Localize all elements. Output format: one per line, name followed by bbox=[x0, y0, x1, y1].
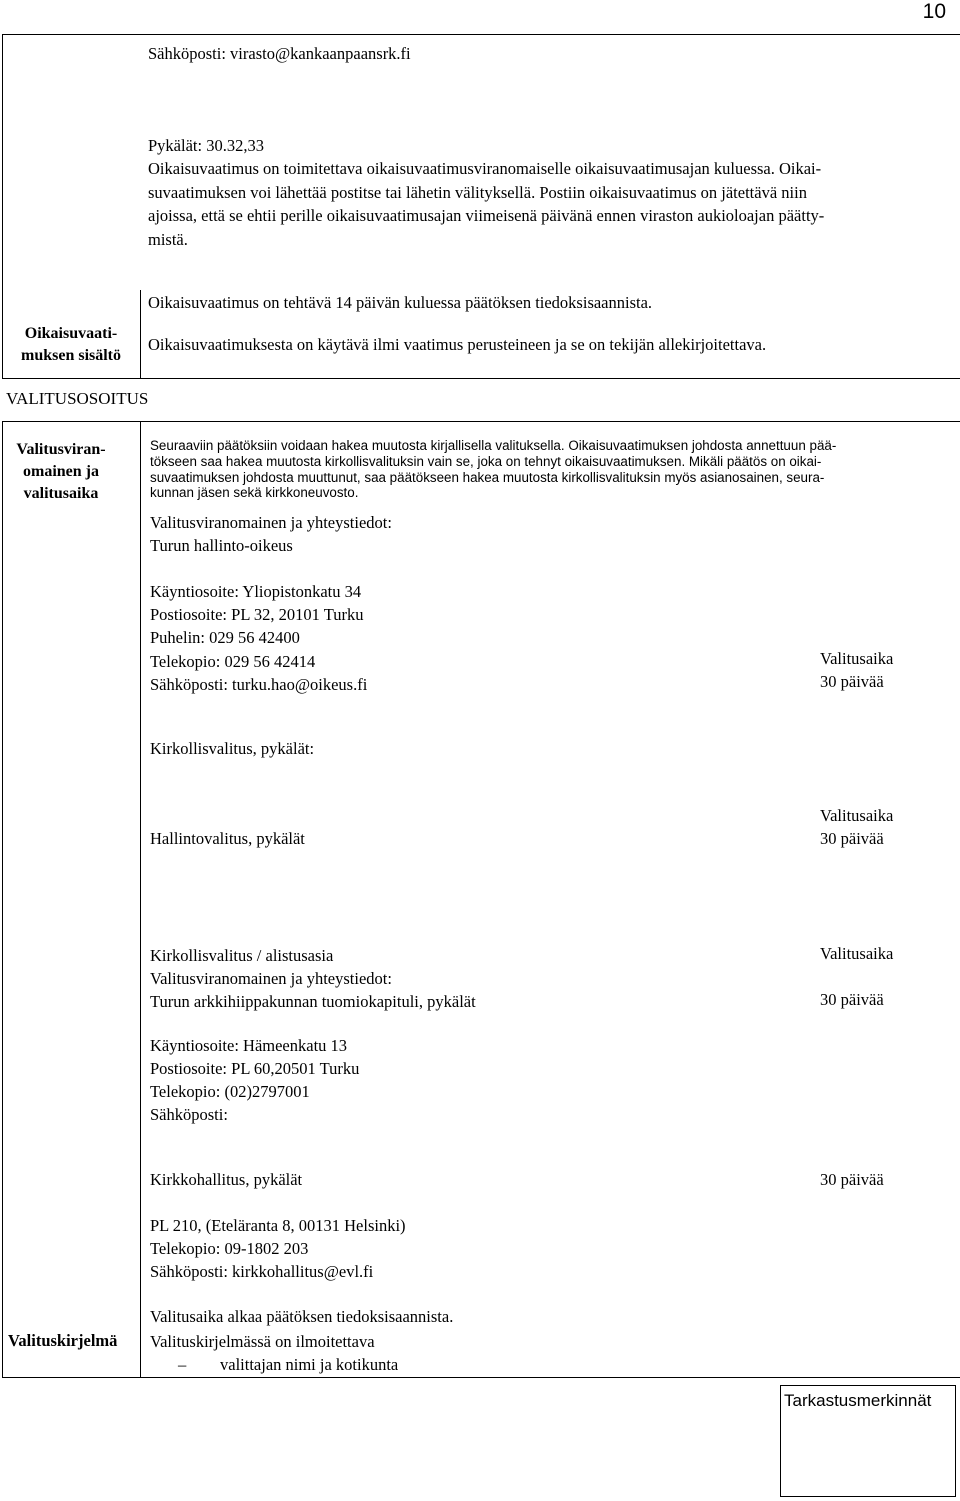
label-line: Valitusviran- bbox=[16, 441, 106, 458]
valittajan-nimi-item: valittajan nimi ja kotikunta bbox=[220, 1355, 399, 1374]
label-line: valitusaika bbox=[23, 485, 99, 502]
label-line: Oikaisuvaati- bbox=[24, 325, 118, 342]
alistus-line: Kirkollisvalitus / alistusasia bbox=[150, 946, 334, 965]
pykalat-paragraph bbox=[148, 134, 953, 251]
hallintovalitus-line: Hallintovalitus, pykälät bbox=[150, 829, 305, 848]
bottom-border bbox=[2, 1377, 960, 1378]
kirkkohallitus-value: 30 päivää bbox=[820, 1170, 884, 1189]
valitusaika-alkaa: Valitusaika alkaa päätöksen tiedoksisaannista. bbox=[150, 1307, 454, 1326]
address-line: Puhelin: 029 56 42400 bbox=[150, 628, 300, 648]
address-line: Sähköposti: bbox=[150, 1105, 228, 1124]
address-line: Telekopio: (02)2797001 bbox=[150, 1082, 310, 1101]
authority-name: Turun hallinto-oikeus bbox=[150, 536, 293, 555]
valitusaika-value: 30 päivää bbox=[820, 672, 884, 691]
paragraph-line: Pykälät: 30.32,33 bbox=[148, 136, 264, 155]
kirkollisvalitus-line: Kirkollisvalitus, pykälät: bbox=[150, 739, 315, 758]
label-line: muksen sisältö bbox=[20, 347, 122, 364]
alistus-line: Valitusviranomainen ja yhteystiedot: bbox=[150, 969, 392, 988]
address-line: Sähköposti: kirkkohallitus@evl.fi bbox=[150, 1262, 374, 1281]
paragraph-line: Oikaisuvaatimus on toimitettava oikaisuvaatimusviranomaiselle oikaisuvaatimusajan kuluessa. Oikai- bbox=[148, 159, 822, 179]
address-line: Sähköposti: turku.hao@oikeus.fi bbox=[150, 674, 368, 694]
kirkkohallitus-address bbox=[150, 1214, 650, 1283]
valitus-label bbox=[8, 439, 114, 505]
intro-line: kunnan jäsen sekä kirkkoneuvosto. bbox=[150, 485, 359, 501]
hallinto-valitusaika-label: Valitusaika bbox=[820, 806, 894, 825]
oikaisu-label bbox=[8, 323, 134, 367]
oikaisu-line-1: Oikaisuvaatimus on tehtävä 14 päivän kuluessa päätöksen tiedoksisaannista. bbox=[148, 293, 653, 312]
paragraph-line: mistä. bbox=[148, 229, 188, 249]
alistus-line: Turun arkkihiippakunnan tuomiokapituli, pykälät bbox=[150, 992, 476, 1011]
page-number: 10 bbox=[922, 0, 946, 23]
valituskirjelma-line: Valituskirjelmässä on ilmoitettava bbox=[150, 1332, 375, 1351]
address-line: Telekopio: 09-1802 203 bbox=[150, 1239, 309, 1258]
column-divider-lower bbox=[140, 421, 141, 1378]
left-border-lower bbox=[2, 421, 3, 1378]
address-line: Postiosoite: PL 32, 20101 Turku bbox=[150, 605, 364, 625]
top-border bbox=[2, 34, 960, 35]
authority-heading: Valitusviranomainen ja yhteystiedot: bbox=[150, 513, 392, 532]
valitus-intro bbox=[150, 438, 955, 501]
alistus-valitusaika-label: Valitusaika bbox=[820, 944, 894, 963]
address-line: Käyntiosoite: Hämeenkatu 13 bbox=[150, 1036, 348, 1055]
email-line: Sähköposti: virasto@kankaanpaansrk.fi bbox=[148, 44, 411, 63]
column-divider-upper bbox=[140, 290, 141, 378]
address-line: Käyntiosoite: Yliopistonkatu 34 bbox=[150, 582, 362, 601]
valituskirjelma-label: Valituskirjelmä bbox=[8, 1331, 118, 1350]
valitus-top-border bbox=[2, 421, 960, 422]
oikaisu-line-2: Oikaisuvaatimuksesta on käytävä ilmi vaatimus perusteineen ja se on tekijän allekirjoitettava. bbox=[148, 335, 767, 354]
oikaisu-bottom-border bbox=[2, 378, 960, 379]
intro-line: Seuraaviin päätöksiin voidaan hakea muutosta kirjallisella valituksella. Oikaisuvaatimuksen johdosta annettuun pää- bbox=[150, 438, 837, 453]
paragraph-line: suvaatimuksen voi lähettää postitse tai lähetin välityksellä. Postiin oikaisuvaatimus on jätettävä niin bbox=[148, 182, 807, 202]
address-line: Postiosoite: PL 60,20501 Turku bbox=[150, 1059, 360, 1078]
tarkastus-label: Tarkastusmerkinnät bbox=[784, 1391, 932, 1410]
alistusasia-block bbox=[150, 944, 750, 1013]
tarkastus-box bbox=[780, 1385, 956, 1497]
hallinto-valitusaika-value: 30 päivää bbox=[820, 829, 884, 848]
intro-line: suvaatimuksen johdosta muuttunut, saa päätökseen hakea muutosta kirkollisvalituksin myös asianosainen, seura- bbox=[150, 469, 825, 485]
list-dash: – bbox=[178, 1355, 187, 1374]
address-line: PL 210, (Eteläranta 8, 00131 Helsinki) bbox=[150, 1216, 406, 1235]
alistus-valitusaika-value: 30 päivää bbox=[820, 990, 884, 1009]
hao-address bbox=[150, 580, 650, 696]
kirkkohallitus-line: Kirkkohallitus, pykälät bbox=[150, 1170, 303, 1189]
paragraph-line: ajoissa, että se ehtii perille oikaisuvaatimusajan viimeisenä päivänä ennen viraston aukioloajan päätty- bbox=[148, 206, 825, 226]
left-border-upper bbox=[2, 34, 3, 378]
label-line: omainen ja bbox=[23, 463, 99, 480]
intro-line: tökseen saa hakea muutosta kirkollisvalituksin vain se, joka on tehnyt oikaisuvaatimuksen. Mikäli päätös on oikai- bbox=[150, 453, 822, 469]
valitusaika-label: Valitusaika bbox=[820, 649, 894, 668]
address-line: Telekopio: 029 56 42414 bbox=[150, 651, 316, 671]
valitusosoitus-heading: VALITUSOSOITUS bbox=[6, 389, 149, 408]
tuomiokapituli-address bbox=[150, 1034, 650, 1126]
